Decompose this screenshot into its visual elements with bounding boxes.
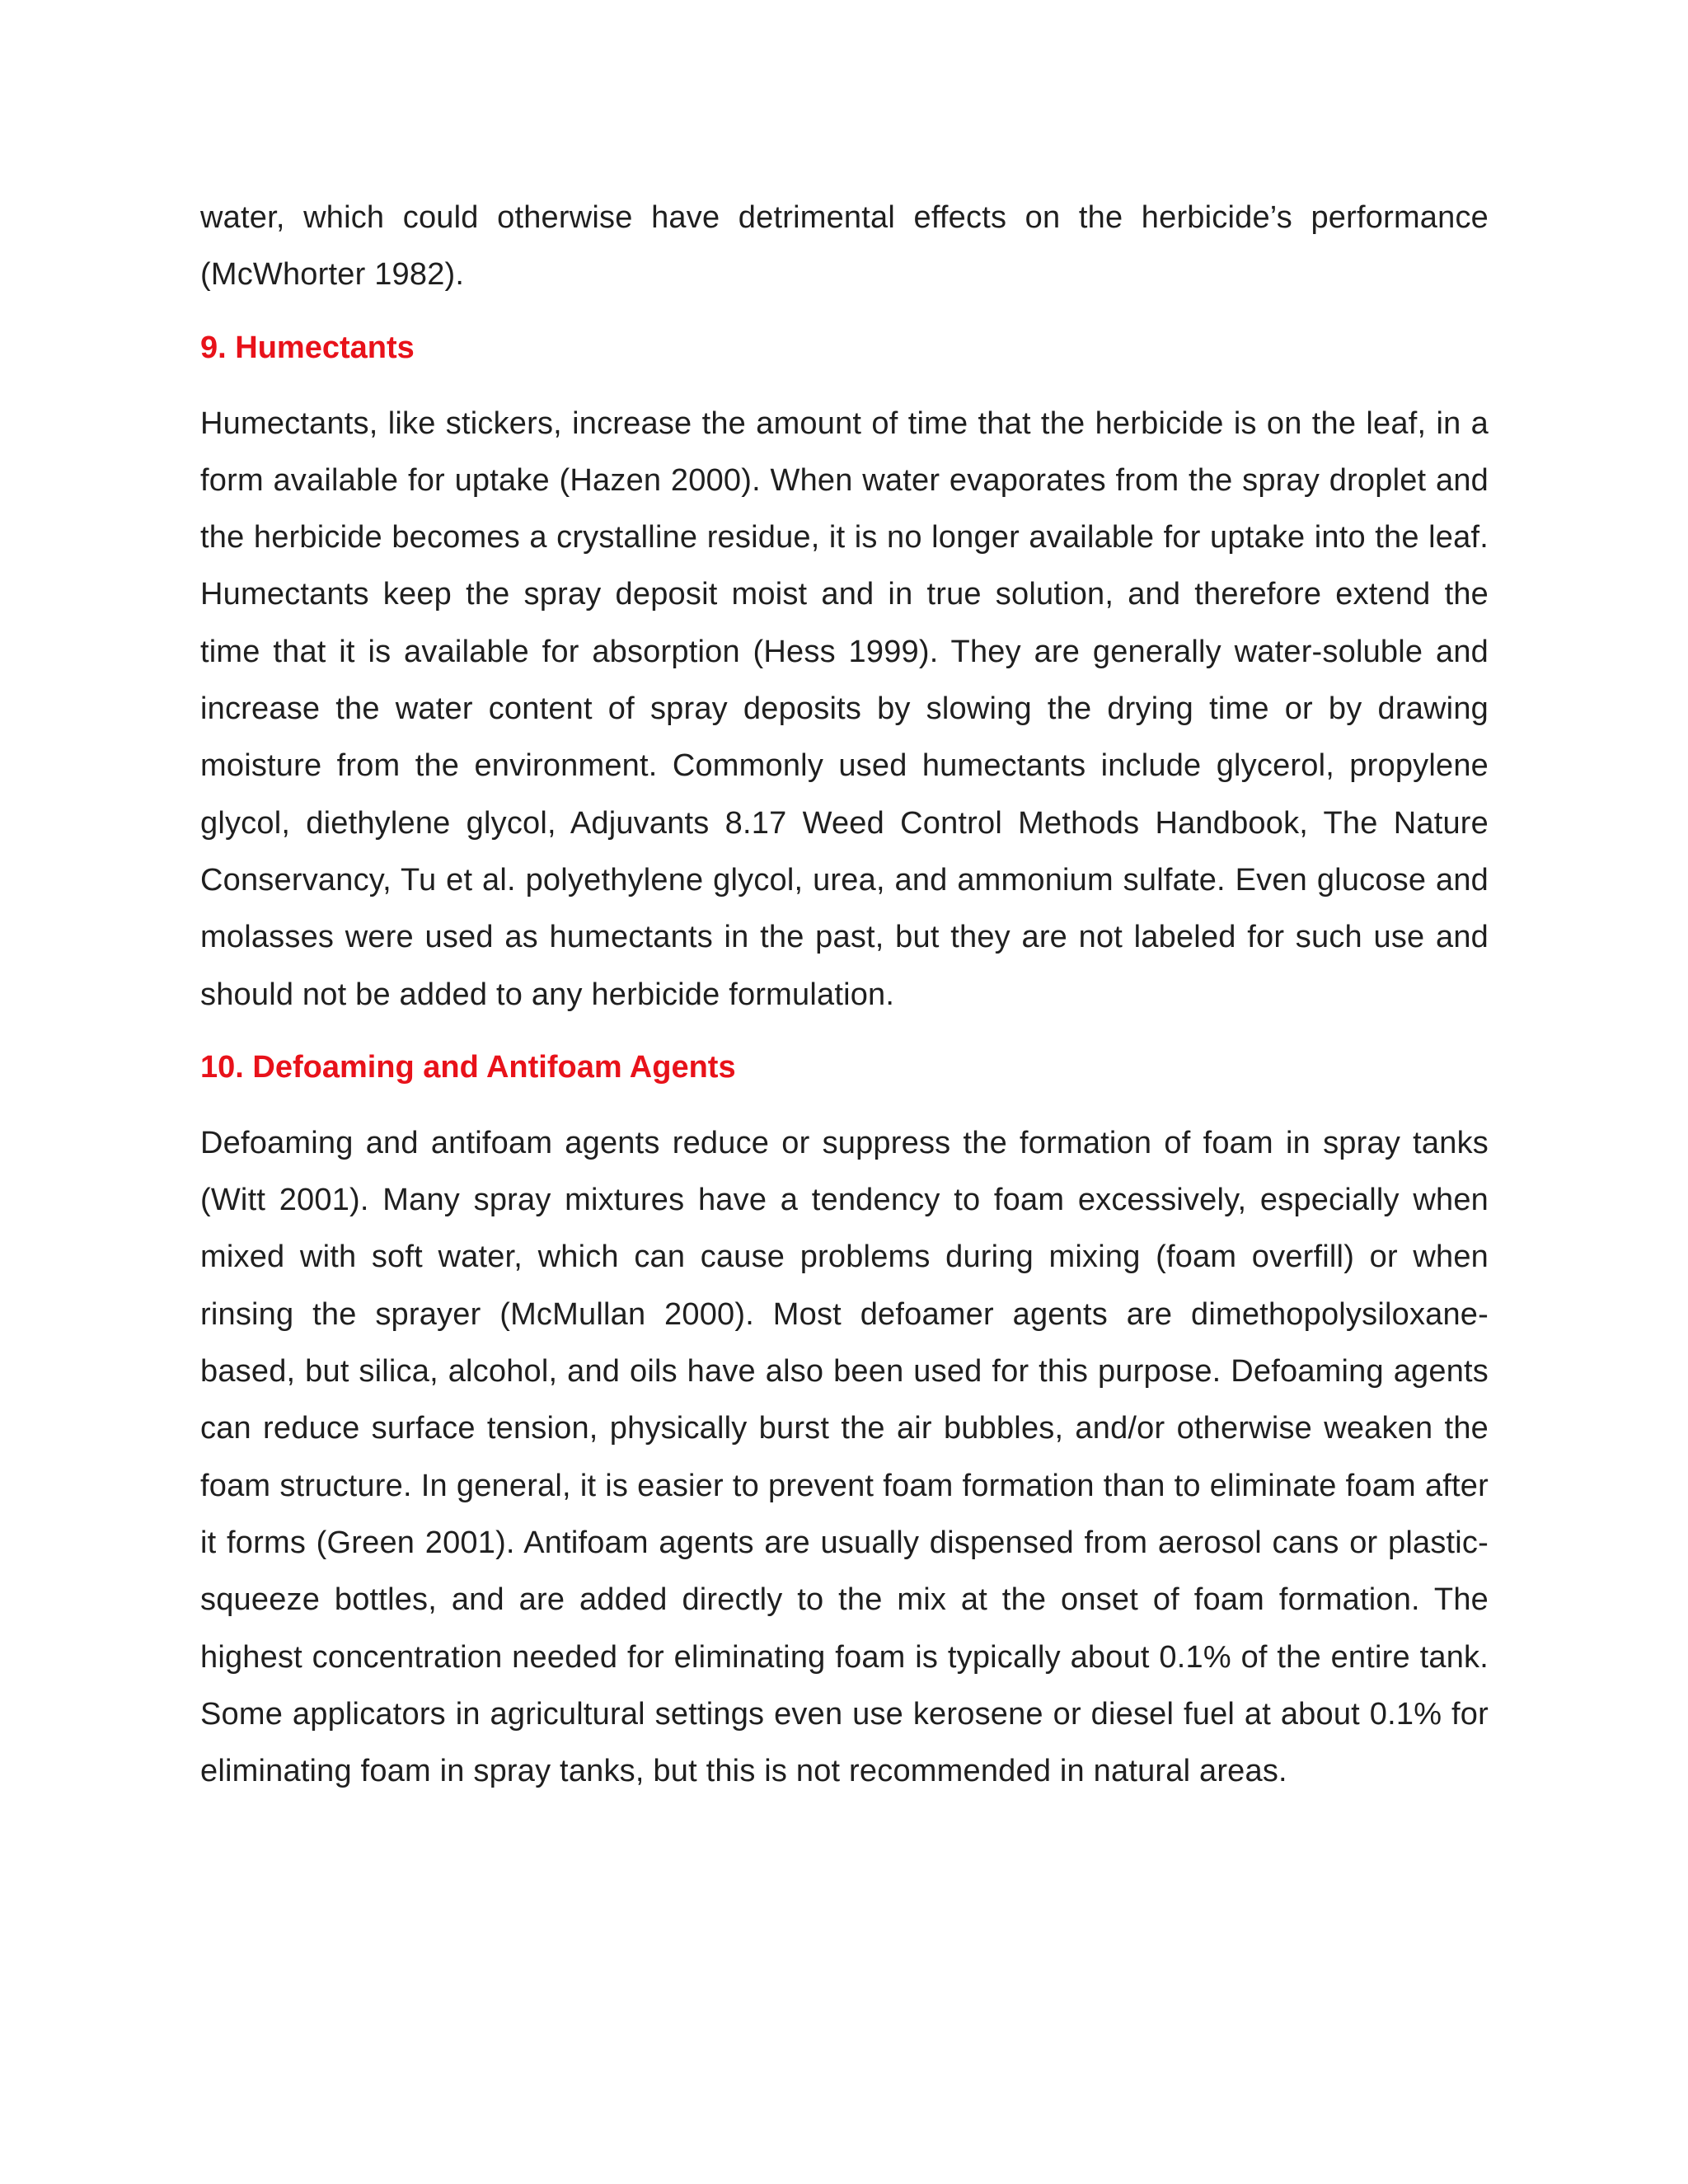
humectants-paragraph: Humectants, like stickers, increase the amount of time that the herbicide is on the leaf, in a form available for uptake (Hazen 2000). When water evaporates from the spray droplet and the herbicide becomes a crystalline residue, it is no longer available for uptake into the leaf. Humectants keep the spray deposit moist and in true solution, and therefore extend the time that it is available for absorption (Hess 1999). They are generally water-soluble and increase the water content of spray deposits by slowing the drying time or by drawing moisture from the environment. Commonly used humectants include glycerol, propylene glycol, diethylene glycol, Adjuvants 8.17 Weed Control Methods Handbook, The Nature Conservancy, Tu et al. polyethylene glycol, urea, and ammonium sulfate. Even glucose and molasses were used as humectants in the past, but they are not labeled for such use and should not be added to any herbicide formulation. <box>200 405 1489 1012</box>
page-content <box>200 190 1489 1800</box>
section-heading-defoaming: 10. Defoaming and Antifoam Agents <box>200 1049 736 1085</box>
intro-paragraph: water, which could otherwise have detrimental effects on the herbicide’s performance (McWhorter 1982). <box>200 200 1489 293</box>
defoaming-paragraph: Defoaming and antifoam agents reduce or suppress the formation of foam in spray tanks (Witt 2001). Many spray mixtures have a tendency to foam excessively, especially when mixed with soft water, which can cause problems during mixing (foam overfill) or when rinsing the sprayer (McMullan 2000). Most defoamer agents are dimethopolysiloxane-based, but silica, alcohol, and oils have also been used for this purpose. Defoaming agents can reduce surface tension, physically burst the air bubbles, and/or otherwise weaken the foam structure. In general, it is easier to prevent foam formation than to eliminate foam after it forms (Green 2001). Antifoam agents are usually dispensed from aerosol cans or plastic-squeeze bottles, and are added directly to the mix at the onset of foam formation. The highest concentration needed for eliminating foam is typically about 0.1% of the entire tank. Some applicators in agricultural settings even use kerosene or diesel fuel at about 0.1% for eliminating foam in spray tanks, but this is not recommended in natural areas. <box>200 1125 1489 1789</box>
section-heading-humectants: 9. Humectants <box>200 330 415 365</box>
